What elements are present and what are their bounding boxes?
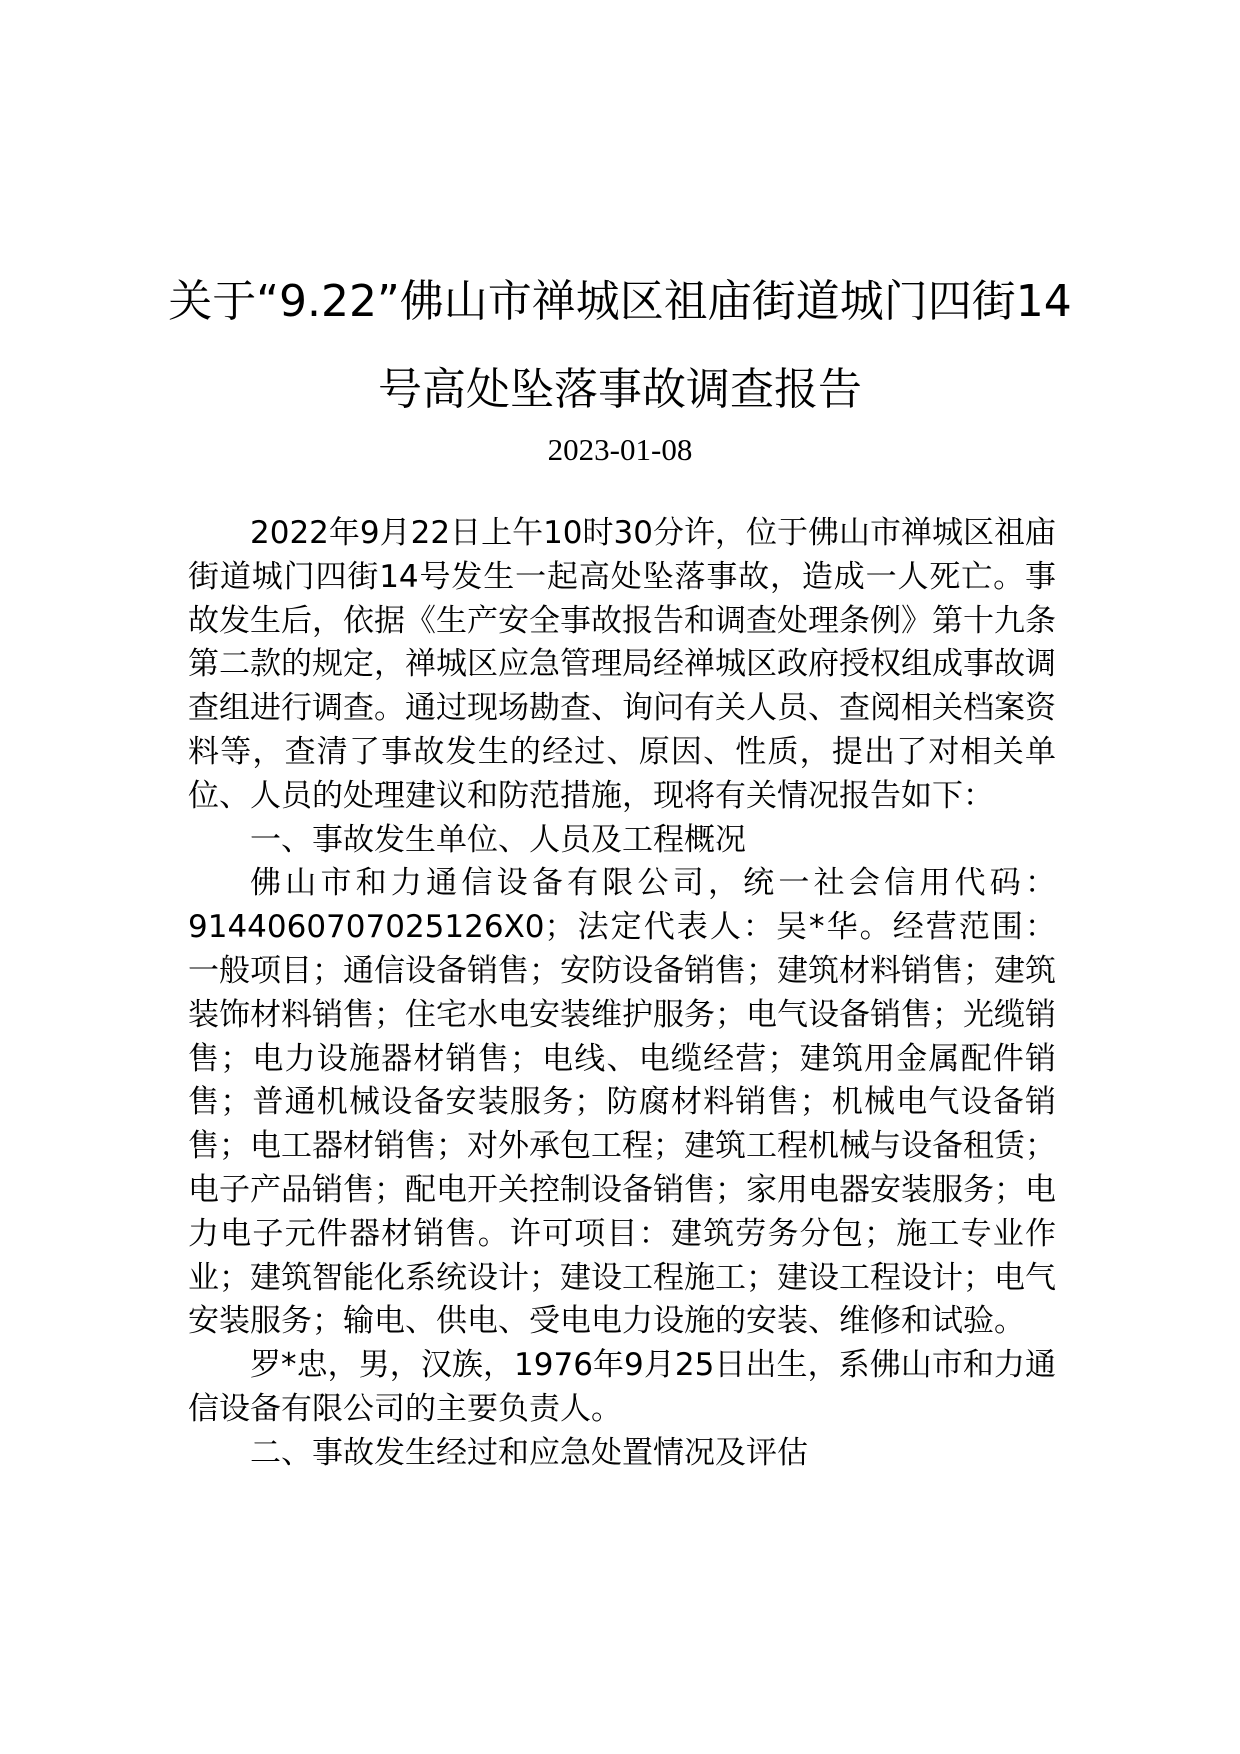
paragraph-intro: 2022年9月22日上午10时30分许，位于佛山市禅城区祖庙街道城门四街14号发生一起高处坠落事故，造成一人死亡。事故发生后，依据《生产安全事故报告和调查处理条例》第十九条第二款的规定，禅城区应急管理局经禅城区政府授权组成事故调查组进行调查。通过现场勘查、询问有关人员、查阅相关档案资料等，查清了事故发生的经过、原因、性质，提出了对相关单位、人员的处理建议和防范措施，现将有关情况报告如下：: [188, 515, 1056, 814]
paragraph-company-info: 佛山市和力通信设备有限公司，统一社会信用代码：9144060707025126X0；法定代表人：吴*华。经营范围：一般项目；通信设备销售；安防设备销售；建筑材料销售；建筑装饰材料销售；住宅水电安装维护服务；电气设备销售；光缆销售；电力设施器材销售；电线、电缆经营；建筑用金属配件销售；普通机械设备安装服务；防腐材料销售；机械电气设备销售；电工器材销售；对外承包工程；建筑工程机械与设备租赁；电子产品销售；配电开关控制设备销售；家用电器安装服务；电力电子元件器材销售。许可项目：建筑劳务分包；施工专业作业；建筑智能化系统设计；建设工程施工；建设工程设计；电气安装服务；输电、供电、受电电力设施的安装、维修和试验。: [188, 865, 1056, 1340]
document-date: 2023-01-08: [547, 432, 693, 467]
document-body: [188, 512, 1056, 1476]
document-title: 关于“9.22”佛山市禅城区祖庙街道城门四街14号高处坠落事故调查报告: [168, 276, 1072, 415]
section-heading-2: 二、事故发生经过和应急处置情况及评估: [250, 1434, 808, 1471]
section-heading-1: 一、事故发生单位、人员及工程概况: [250, 821, 746, 858]
paragraph-person-info: 罗*忠，男，汉族，1976年9月25日出生，系佛山市和力通信设备有限公司的主要负责人。: [188, 1347, 1056, 1427]
